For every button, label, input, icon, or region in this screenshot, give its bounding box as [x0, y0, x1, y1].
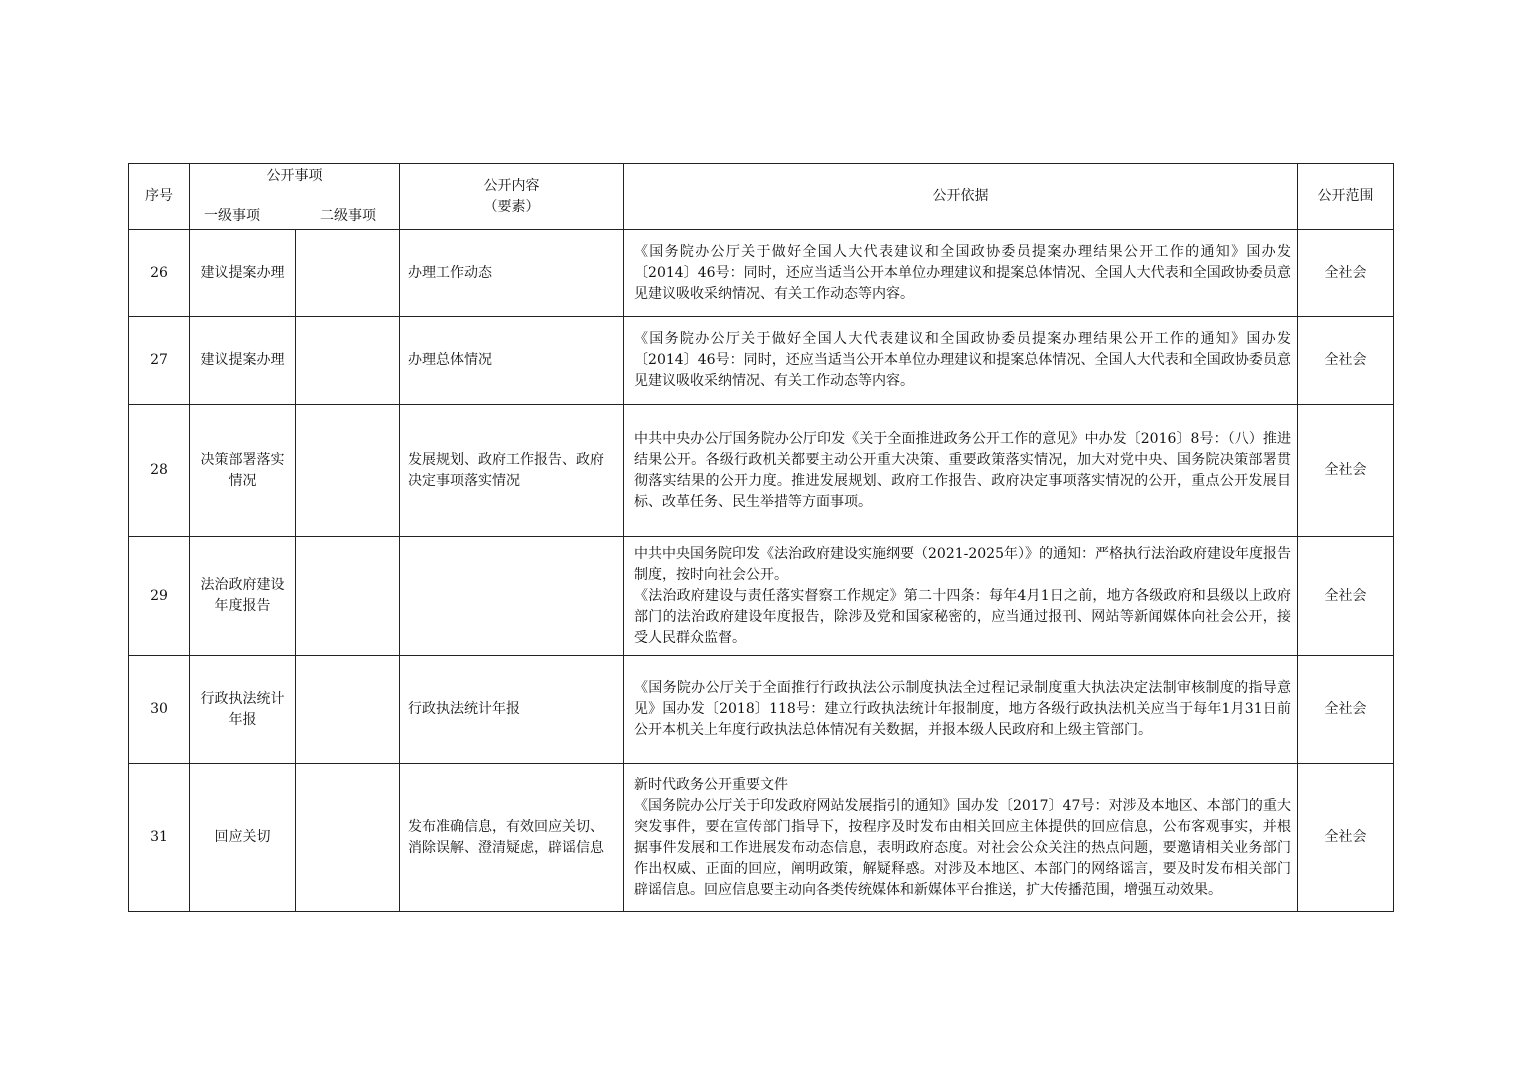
table-row: [129, 656, 1394, 764]
row-basis: 《国务院办公厅关于全面推行行政执法公示制度执法全过程记录制度重大执法决定法制审核制度的指导意见》国办发〔2018〕118号：建立行政执法统计年报制度，地方各级行政执法机关应当于每年1月31日前公开本机关上年度行政执法总体情况有关数据，并报本级人民政府和上级主管部门。: [624, 656, 1298, 764]
row-level1: 回应关切: [190, 764, 296, 912]
row-seq: 30: [129, 656, 190, 764]
row-seq: 31: [129, 764, 190, 912]
row-content: 办理工作动态: [400, 230, 624, 317]
row-content: 行政执法统计年报: [400, 656, 624, 764]
row-scope: 全社会: [1298, 317, 1394, 405]
row-basis: 《国务院办公厅关于做好全国人大代表建议和全国政协委员提案办理结果公开工作的通知》国办发〔2014〕46号：同时，还应当适当公开本单位办理建议和提案总体情况、全国人大代表和全国政协委员意见建议吸收采纳情况、有关工作动态等内容。: [624, 230, 1298, 317]
header-level1: 一级事项: [204, 208, 260, 224]
row-level2: [296, 537, 400, 656]
disclosure-table: [128, 163, 1394, 912]
header-seq: 序号: [129, 164, 190, 230]
header-basis: 公开依据: [624, 164, 1298, 230]
header-content-line2: （要素）: [483, 198, 540, 215]
table-row: [129, 405, 1394, 537]
table-row: [129, 537, 1394, 656]
row-scope: 全社会: [1298, 230, 1394, 317]
row-scope: 全社会: [1298, 656, 1394, 764]
row-basis: 新时代政务公开重要文件 《国务院办公厅关于印发政府网站发展指引的通知》国办发〔2017〕47号：对涉及本地区、本部门的重大突发事件，要在宣传部门指导下，按程序及时发布由相关回应主体提供的回应信息，公布客观事实，并根据事件发展和工作进展发布动态信息，表明政府态度。对社会公众关注的热点问题，要邀请相关业务部门作出权威、正面的回应，阐明政策，解疑释惑。对涉及本地区、本部门的网络谣言，要及时发布相关部门辟谣信息。回应信息要主动向各类传统媒体和新媒体平台推送，扩大传播范围，增强互动效果。: [624, 764, 1298, 912]
row-level2: [296, 656, 400, 764]
header-scope: 公开范围: [1298, 164, 1394, 230]
row-level2: [296, 230, 400, 317]
table-header-row: [129, 164, 1394, 230]
header-item-group-label: 公开事项: [266, 168, 323, 184]
row-level1: 建议提案办理: [190, 317, 296, 405]
row-scope: 全社会: [1298, 764, 1394, 912]
header-item-group: [190, 164, 400, 230]
header-content-line1: 公开内容: [483, 177, 540, 194]
row-content: 办理总体情况: [400, 317, 624, 405]
row-basis: 《国务院办公厅关于做好全国人大代表建议和全国政协委员提案办理结果公开工作的通知》国办发〔2014〕46号：同时，还应当适当公开本单位办理建议和提案总体情况、全国人大代表和全国政协委员意见建议吸收采纳情况、有关工作动态等内容。: [624, 317, 1298, 405]
row-basis: 中共中央国务院印发《法治政府建设实施纲要（2021-2025年）》的通知：严格执行法治政府建设年度报告制度，按时向社会公开。 《法治政府建设与责任落实督察工作规定》第二十四条：每年4月1日之前，地方各级政府和县级以上政府部门的法治政府建设年度报告，除涉及党和国家秘密的，应当通过报刊、网站等新闻媒体向社会公开，接受人民群众监督。: [624, 537, 1298, 656]
row-seq: 26: [129, 230, 190, 317]
row-level2: [296, 405, 400, 537]
row-level2: [296, 764, 400, 912]
row-scope: 全社会: [1298, 537, 1394, 656]
row-content: [400, 537, 624, 656]
header-level2: 二级事项: [320, 208, 376, 224]
row-seq: 28: [129, 405, 190, 537]
table-row: [129, 317, 1394, 405]
row-content: 发展规划、政府工作报告、政府决定事项落实情况: [400, 405, 624, 537]
row-scope: 全社会: [1298, 405, 1394, 537]
row-level2: [296, 317, 400, 405]
row-level1: 行政执法统计年报: [190, 656, 296, 764]
row-content: 发布准确信息，有效回应关切、消除误解、澄清疑虑，辟谣信息: [400, 764, 624, 912]
row-level1: 建议提案办理: [190, 230, 296, 317]
table-row: [129, 764, 1394, 912]
row-level1: 决策部署落实情况: [190, 405, 296, 537]
header-content: [400, 164, 624, 230]
row-basis: 中共中央办公厅国务院办公厅印发《关于全面推进政务公开工作的意见》中办发〔2016〕8号：（八）推进结果公开。各级行政机关都要主动公开重大决策、重要政策落实情况，加大对党中央、国务院决策部署贯彻落实结果的公开力度。推进发展规划、政府工作报告、政府决定事项落实情况的公开，重点公开发展目标、改革任务、民生举措等方面事项。: [624, 405, 1298, 537]
row-level1: 法治政府建设年度报告: [190, 537, 296, 656]
row-seq: 29: [129, 537, 190, 656]
table-row: [129, 230, 1394, 317]
row-seq: 27: [129, 317, 190, 405]
